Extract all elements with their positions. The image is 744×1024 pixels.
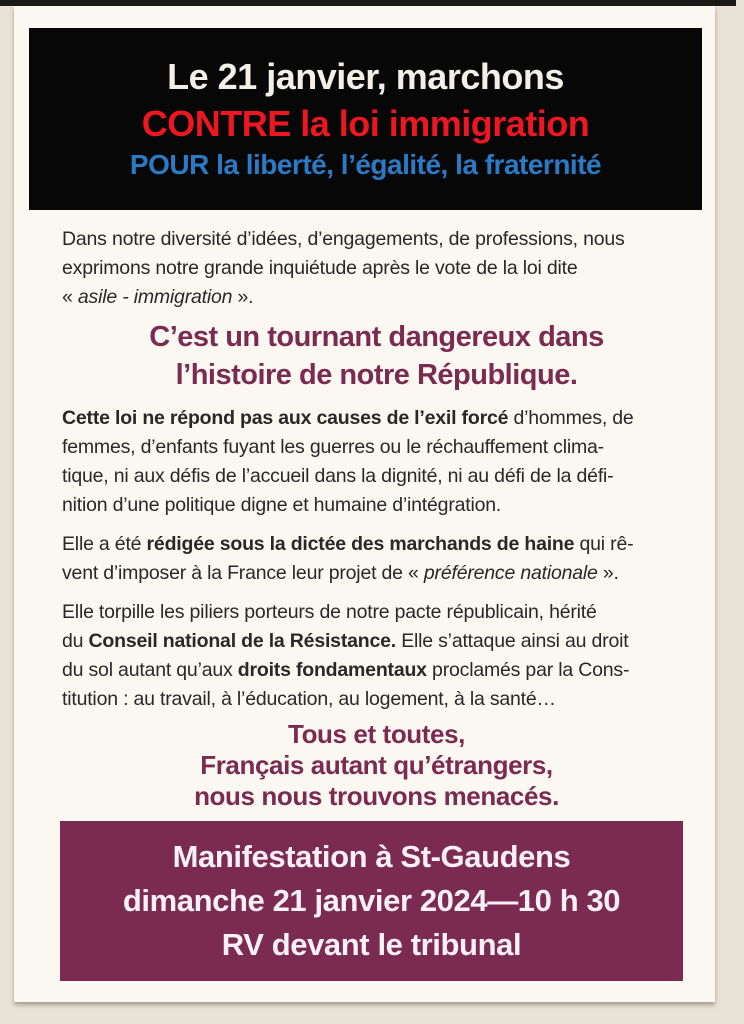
text-run: ». [597, 562, 619, 584]
title-line-red: CONTRE la loi immigration [141, 102, 590, 144]
text-line [62, 356, 691, 394]
bold-text-run: Conseil national de la Résistance. [88, 630, 396, 652]
text-run: nous nous trouvons menacés. [194, 781, 559, 811]
text-line [62, 404, 691, 433]
text-line [62, 559, 691, 588]
text-run: vent d’imposer à la France leur projet de « [62, 562, 424, 584]
event-title: Manifestation à St-Gaudens [172, 838, 571, 874]
text-run: ». [232, 286, 254, 308]
text-run: Elle s’attaque ainsi au droit [395, 630, 629, 652]
text-line [62, 283, 691, 312]
text-run: l’histoire de notre République. [175, 359, 578, 391]
text-line [62, 719, 691, 750]
event-location: RV devant le tribunal [221, 927, 522, 963]
text-run: C’est un tournant dangereux dans [149, 321, 604, 353]
body-paragraph [62, 598, 691, 714]
text-line [62, 318, 691, 356]
title-line-blue: POUR la liberté, l’égalité, la fraternité [129, 149, 602, 181]
text-line [62, 781, 691, 812]
body-paragraph [62, 225, 691, 312]
text-run: femmes, d’enfants fuyant les guerres ou le réchauffement clima- [62, 436, 604, 458]
bold-text-run: rédigée sous la dictée des marchands de haine [146, 533, 575, 555]
text-run: Français autant qu’étrangers, [200, 750, 553, 780]
text-line [62, 750, 691, 781]
text-line [62, 598, 691, 627]
text-run: du [62, 630, 89, 652]
text-run: Dans notre diversité d’idées, d’engagements, de professions, nous [62, 228, 625, 250]
text-line [62, 627, 691, 656]
event-date-time: dimanche 21 janvier 2024—10 h 30 [122, 882, 621, 918]
text-run: « [62, 286, 78, 308]
header-banner [29, 28, 702, 210]
text-run: titution : au travail, à l’éducation, au logement, à la santé… [62, 688, 556, 710]
text-line [62, 530, 691, 559]
text-line [62, 433, 691, 462]
text-run: tique, ni aux défis de l’accueil dans la dignité, ni au défi de la défi- [62, 465, 614, 487]
text-run: proclamés par la Cons- [426, 659, 630, 681]
text-run: exprimons notre grande inquiétude après le vote de la loi dite [62, 257, 578, 279]
text-line [62, 491, 691, 520]
bold-text-run: droits fondamentaux [237, 659, 427, 681]
text-run: nition d’une politique digne et humaine d’intégration. [62, 494, 502, 516]
text-run: qui rê- [574, 533, 634, 555]
event-banner [60, 821, 683, 981]
body-paragraph [62, 530, 691, 588]
menace-text [62, 719, 691, 812]
text-run: Elle torpille les piliers porteurs de notre pacte républicain, hérité [62, 601, 597, 623]
body-paragraph [62, 404, 691, 520]
text-line [62, 462, 691, 491]
text-line [62, 656, 691, 685]
title-line-white: Le 21 janvier, marchons [167, 56, 564, 97]
italic-text-run: préférence nationale [423, 562, 598, 584]
bold-text-run: Cette loi ne répond pas aux causes de l’exil forcé [62, 407, 509, 429]
text-run: du sol autant qu’aux [62, 659, 238, 681]
section-heading [62, 318, 691, 394]
body-blocks [14, 225, 715, 812]
text-run: Tous et toutes, [288, 719, 465, 749]
text-run: d’hommes, de [508, 407, 634, 429]
italic-text-run: asile - immigration [77, 286, 233, 308]
text-line [62, 685, 691, 714]
text-line [62, 225, 691, 254]
poster-page [14, 6, 715, 1002]
text-line [62, 254, 691, 283]
text-run: Elle a été [62, 533, 147, 555]
